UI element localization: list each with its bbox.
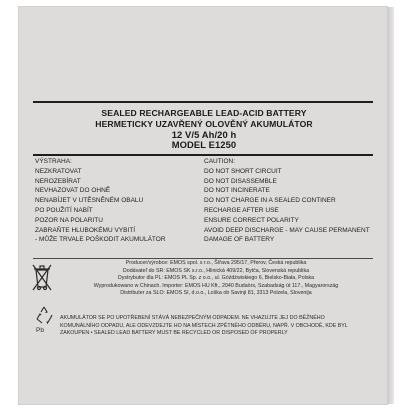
distributor-info bbox=[60, 260, 372, 298]
top-divider bbox=[33, 101, 373, 103]
disposal-line: KOMUNÁLNÍHO ODPADU, ALE ODEVZDEJTE HO NA MÍSTECH ZPĚTNÉHO ODBĚRU, NAPŘ. V OBCHODĚ, KDE BYL bbox=[60, 322, 348, 329]
label-title-block bbox=[28, 108, 380, 151]
warnings-english bbox=[204, 157, 370, 245]
warning-cz-item: POZOR NA POLARITU bbox=[35, 216, 103, 224]
warning-en-item: ENSURE CORRECT POLARITY bbox=[204, 216, 299, 224]
warning-en-item: DO NOT SHORT CIRCUIT bbox=[204, 167, 282, 175]
warning-en-item: DO NOT DISASSEMBLE bbox=[204, 177, 277, 185]
crossed-out-bin-icon bbox=[30, 262, 54, 292]
warning-cz-item: NENABÍJET V UTĚSNĚNÉM OBALU bbox=[35, 197, 144, 205]
title-czech: HERMETICKY UZAVŘENÝ OLOVĚNÝ AKUMULÁTOR bbox=[95, 118, 313, 129]
pb-symbol: Pb bbox=[36, 327, 44, 334]
distributor-line: Distributer za SLO: EMOS SI, d.o.o., Loška ob Savinji 81, 3313 Polzela, Slovenija bbox=[120, 290, 312, 296]
battery-side-edge bbox=[387, 7, 394, 404]
warning-cz-item: NEROZEBÍRAT bbox=[35, 177, 81, 185]
distributor-line: Producer/výrobce: EMOS spol. s r.o., Šířava 295/17, Přerov, Česká republika bbox=[125, 260, 307, 266]
distributor-line: Wyprodukowano w Chinach. Importer: EMOS HU Kft., 2040 Budaörs, Szabadság út 117., Magyarország bbox=[93, 282, 339, 289]
battery-spec: 12 V/5 Ah/20 h bbox=[171, 128, 237, 140]
warning-cz-item: - MŮŽE TRVALE POŠKODIT AKUMULÁTOR bbox=[35, 236, 166, 244]
warning-en-item: RECHARGE AFTER USE bbox=[204, 206, 279, 214]
warning-en-item: DO NOT CHARGE IN A SEALED CONTINER bbox=[204, 197, 336, 205]
middle-divider bbox=[33, 154, 373, 156]
model-number: MODEL E1250 bbox=[171, 139, 237, 151]
title-english: SEALED RECHARGEABLE LEAD-ACID BATTERY bbox=[101, 108, 307, 118]
distributor-line: Dystrybutor dla PL: EMOS PL Sp. z o.o., ul. Góźdźwiskiego 6, Bielsko-Biała, Polska bbox=[117, 275, 315, 281]
warning-cz-item: PO POUŽITÍ NABÍT bbox=[35, 206, 93, 214]
warning-en-heading: CAUTION: bbox=[204, 158, 236, 165]
warning-cz-item: ZABRAŇTE HLUBOKÉMU VYBITÍ bbox=[35, 226, 136, 234]
distributor-line: Dodávateľ do SR: EMOS SK s.r.o., Hlinická 409/22, Bytča, Slovenská republika bbox=[122, 267, 310, 274]
warning-cz-heading: VÝSTRAHA: bbox=[35, 158, 72, 165]
disposal-notice bbox=[60, 315, 372, 338]
disposal-line: AKUMULÁTOR SE PO UPOTŘEBENÍ STÁVÁ NEBEZPEČNÝM ODPADEM. NE VHAZUJTE JEJ DO BĚŽNÉHO bbox=[60, 315, 325, 321]
lower-divider bbox=[33, 258, 373, 259]
warning-en-item: DAMAGE OF BATTERY bbox=[204, 236, 275, 244]
warning-cz-item: NEVHAZOVAT DO OHNĚ bbox=[35, 187, 111, 195]
disposal-line: ZAKOUPEN • SEALED LEAD BATTERY MUST BE RECYCLED OR DISPOSED OF PROPERLY bbox=[60, 330, 288, 337]
warning-en-item: DO NOT INCINERATE bbox=[204, 187, 270, 195]
warning-en-item: AVOID DEEP DISCHARGE - MAY CAUSE PERMANENT bbox=[204, 226, 370, 234]
recycling-pb-icon bbox=[33, 304, 55, 326]
warnings-czech bbox=[35, 157, 166, 245]
warning-cz-item: NEZKRATOVAT bbox=[35, 167, 82, 175]
